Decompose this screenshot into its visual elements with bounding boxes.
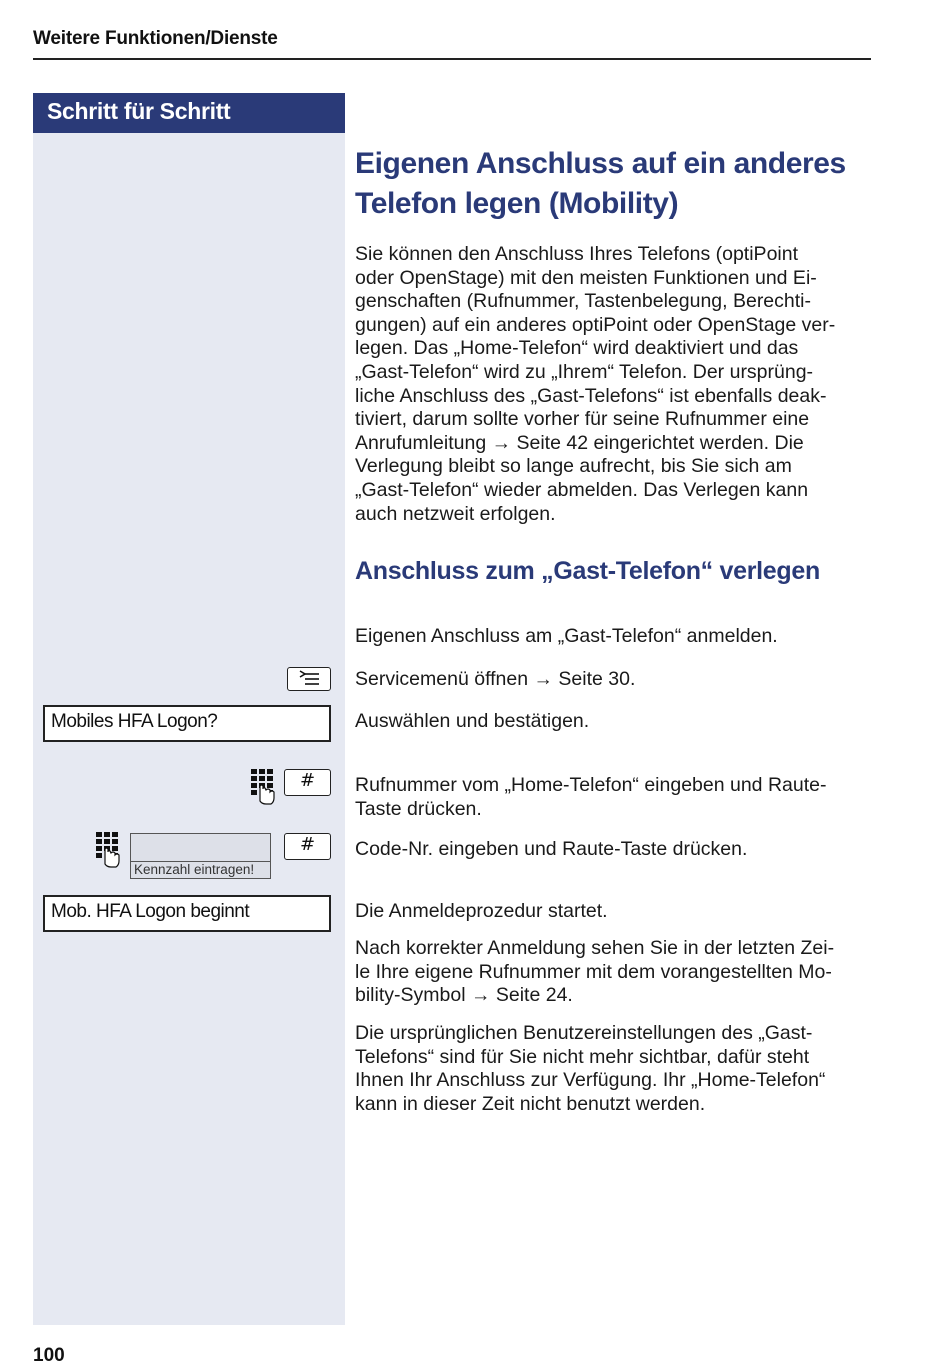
sidebar-heading-text: Schritt für Schritt [47,98,231,124]
step-3: Auswählen und bestätigen. [355,710,590,732]
step-4: Rufnummer vom „Home-Telefon“ eingeben und Raute- Taste drücken. [355,774,827,820]
display-text-2: Mob. HFA Logon beginnt [51,901,250,922]
code-input-field[interactable] [130,833,271,879]
display-text: Mobiles HFA Logon? [51,711,218,732]
intro-paragraph: Sie können den Anschluss Ihres Telefons (optiPoint oder OpenStage) mit den meisten Funktionen und Ei- genschaften (Rufnummer, Tastenbelegung, Berechti- gungen) auf ein anderes optiPoint oder OpenStage ver- legen. Das „Home-Telefon“ wird deaktiviert und das „Gast-Telefon“ wird zu „Ihrem“ Telefon. Der ursprüng- liche Anschluss des „Gast-Telefons“ ist ebenfalls deak- tiviert, darum sollte vorher für seine Rufnummer eine Anrufumleitung → Seite 42 eingerichtet werden. Die Verlegung bleibt so lange aufrecht, bis Sie sich am „Gast-Telefon“ wieder abmelden. Das Verlegen kann auch netzweit erfolgen. [355,243,836,525]
input-hint: Kennzahl eintragen! [134,862,255,877]
header-divider [33,58,871,60]
hash-key-icon: # [284,769,331,796]
step-6: Die Anmeldeprozedur startet. [355,900,608,922]
display-mobiles-hfa-logon[interactable] [43,705,331,742]
page-number: 100 [33,1345,65,1366]
hash-key-icon-2: # [284,833,331,860]
step-1: Eigenen Anschluss am „Gast-Telefon“ anmelden. [355,625,778,647]
keypad-icon [249,768,277,805]
section-title: Anschluss zum „Gast-Telefon“ verlegen [355,557,820,585]
keypad-icon-2 [94,831,122,868]
header-title: Weitere Funktionen/Dienste [33,28,278,49]
step-2: Servicemenü öffnen → Seite 30. [355,668,636,690]
step-7: Nach korrekter Anmeldung sehen Sie in der letzten Zei- le Ihre eigene Rufnummer mit dem vorangestellten Mo- bility-Symbol → Seite 24. [355,937,835,1007]
page-title: Eigenen Anschluss auf ein anderes Telefon legen (Mobility) [355,147,846,220]
step-5: Code-Nr. eingeben und Raute-Taste drücken. [355,838,748,860]
display-mob-hfa-logon-beginnt[interactable] [43,895,331,932]
menu-key-icon [287,667,331,691]
sidebar-heading [33,93,345,133]
step-8: Die ursprünglichen Benutzereinstellungen des „Gast- Telefons“ sind für Sie nicht mehr sichtbar, dafür steht Ihnen Ihr Anschluss zur Verfügung. Ihr „Home-Telefon“ kann in dieser Zeit nicht benutzt werden. [355,1022,826,1115]
